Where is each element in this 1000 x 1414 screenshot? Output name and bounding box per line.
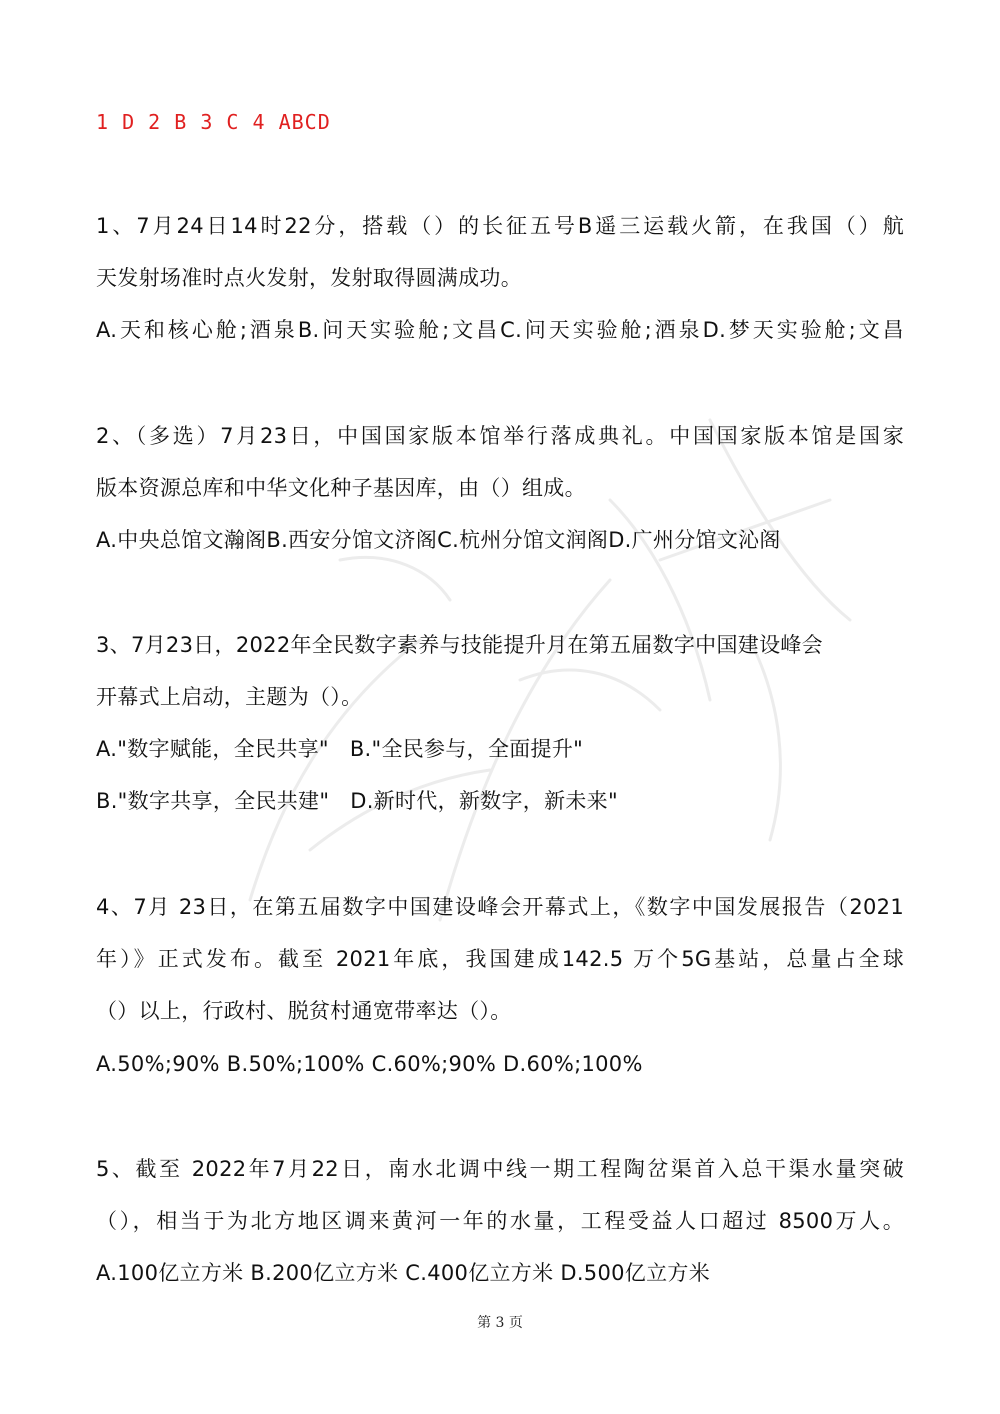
question-1-line-2: 天发射场准时点火发射，发射取得圆满成功。	[96, 266, 522, 290]
page-number: 第 3 页	[477, 1315, 523, 1331]
question-5-line-1: 5、截至 2022年7月22日，南水北调中线一期工程陶岔渠首入总干渠水量突破	[96, 1157, 904, 1181]
watermark	[190, 380, 890, 940]
question-2-line-2: 版本资源总库和中华文化种子基因库，由（）组成。	[96, 476, 586, 500]
question-2-line-1: 2、（多选）7月23日，中国国家版本馆举行落成典礼。中国国家版本馆是国家	[96, 424, 904, 448]
question-4-line-2: 年）》正式发布。截至 2021年底，我国建成142.5 万个5G基站，总量占全球	[96, 947, 904, 971]
question-4-options: A.50%;90% B.50%;100% C.60%;90% D.60%;100%	[96, 1052, 643, 1076]
question-3-options-2: B."数字共享，全民共建" D.新时代，新数字，新未来"	[96, 789, 618, 813]
question-5-line-2: （），相当于为北方地区调来黄河一年的水量，工程受益人口超过 8500万人。	[96, 1209, 904, 1233]
question-3-line-2: 开幕式上启动，主题为（）。	[96, 685, 363, 709]
question-3-line-1: 3、7月23日，2022年全民数字素养与技能提升月在第五届数字中国建设峰会	[96, 633, 823, 657]
question-1-options: A.天和核心舱;酒泉B.问天实验舱;文昌C.问天实验舱;酒泉D.梦天实验舱;文昌	[96, 318, 904, 342]
question-2-options: A.中央总馆文瀚阁B.西安分馆文济阁C.杭州分馆文润阁D.广州分馆文沁阁	[96, 528, 781, 552]
answer-key: 1 D 2 B 3 C 4 ABCD	[96, 110, 331, 134]
question-3-options-1: A."数字赋能，全民共享" B."全民参与，全面提升"	[96, 737, 584, 761]
question-4-line-3: （）以上，行政村、脱贫村通宽带率达（）。	[96, 999, 512, 1023]
question-4-line-1: 4、7月 23日，在第五届数字中国建设峰会开幕式上，《数字中国发展报告（2021	[96, 895, 904, 919]
question-1-line-1: 1、7月24日14时22分，搭载（）的长征五号B遥三运载火箭，在我国（）航	[96, 214, 904, 238]
question-5-options: A.100亿立方米 B.200亿立方米 C.400亿立方米 D.500亿立方米	[96, 1261, 710, 1285]
